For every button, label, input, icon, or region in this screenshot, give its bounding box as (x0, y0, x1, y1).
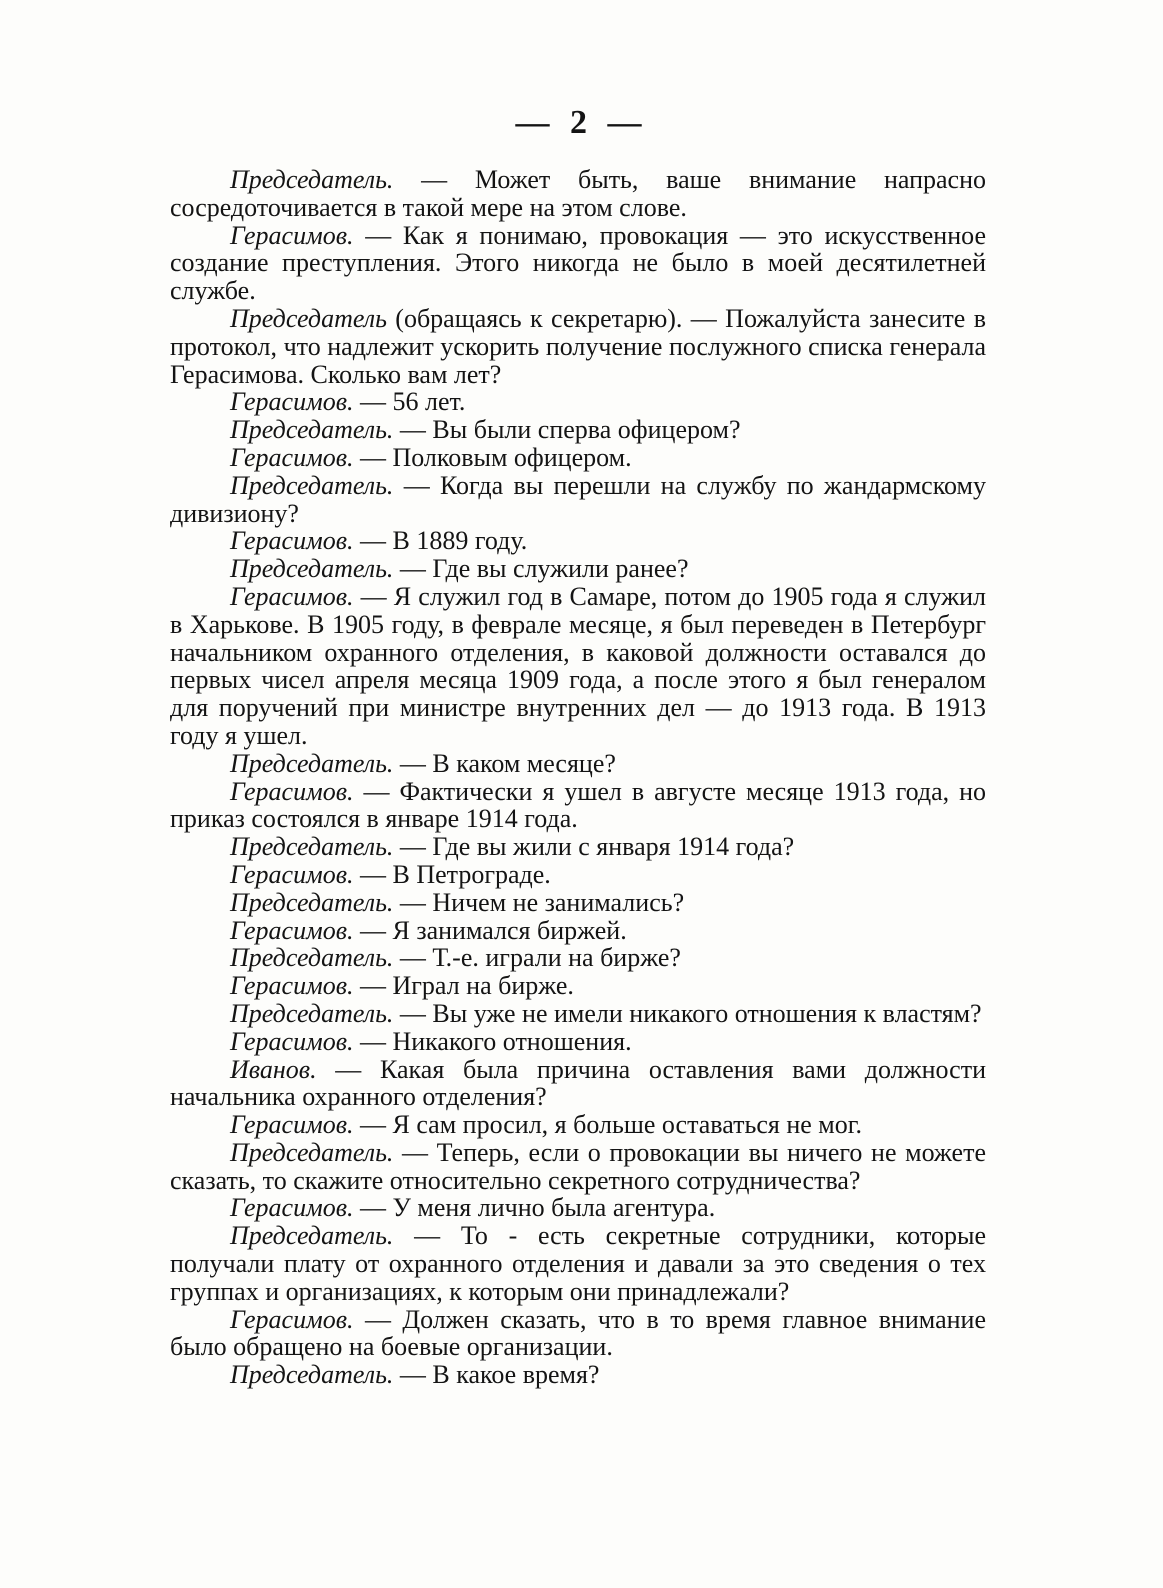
transcript-paragraph (170, 861, 986, 889)
transcript-paragraph (170, 944, 986, 972)
utterance-text: — В 1889 году. (353, 526, 528, 556)
speaker-name: Председатель. (230, 832, 394, 862)
utterance-text: — Никакого отношения. (353, 1026, 632, 1056)
utterance-text: — Я сам просил, я больше оставаться не мог. (353, 1110, 862, 1140)
transcript-paragraph (170, 472, 986, 528)
transcript-paragraph (170, 1222, 986, 1305)
utterance-text: — Где вы жили с января 1914 года? (393, 832, 795, 862)
transcript-paragraph (170, 889, 986, 917)
speaker-name: Председатель. (230, 887, 394, 917)
utterance-text: — Ничем не занимались? (393, 887, 685, 917)
speaker-name: Председатель. (230, 943, 394, 973)
transcript-paragraph (170, 444, 986, 472)
utterance-text: — Вы были сперва офицером? (393, 415, 741, 445)
utterance-text: — В Петрограде. (353, 859, 551, 889)
speaker-name: Председатель. (230, 1221, 394, 1251)
speaker-name: Герасимов. (230, 581, 354, 611)
utterance-text: — 56 лет. (353, 387, 466, 417)
utterance-text: — Теперь, если о провокации вы ничего не можете сказать, то скажите относительно секретного сотрудничества? (170, 1137, 986, 1195)
transcript-paragraph (170, 1139, 986, 1195)
speaker-name: Герасимов. (230, 442, 354, 472)
page-number: — 2 — (515, 104, 648, 141)
utterance-text: — Когда вы перешли на службу по жандармскому дивизиону? (170, 470, 986, 528)
transcript-paragraph (170, 555, 986, 583)
transcript-paragraph (170, 583, 986, 750)
utterance-text: — Какая была причина оставления вами должности начальника охранного отделения? (170, 1054, 986, 1112)
utterance-text: — Может быть, ваше внимание напрасно сосредоточивается в такой мере на этом слове. (170, 165, 986, 222)
speaker-name: Председатель. (230, 415, 394, 445)
transcript-paragraph (170, 1306, 986, 1362)
transcript-paragraph (170, 222, 986, 305)
speaker-name: Герасимов. (230, 526, 354, 556)
transcript-paragraph (170, 1028, 986, 1056)
speaker-name: Герасимов. (230, 971, 354, 1001)
speaker-name: Герасимов. (230, 776, 354, 806)
utterance-text: — Т.-е. играли на бирже? (393, 943, 681, 973)
utterance-text: — В какое время? (393, 1360, 600, 1390)
speaker-name: Герасимов. (230, 1110, 354, 1140)
transcript-paragraph (170, 166, 986, 222)
speaker-name: Председатель. (230, 470, 394, 500)
speaker-name: Председатель. (230, 165, 394, 194)
transcript-paragraph (170, 1111, 986, 1139)
transcript-paragraph (170, 833, 986, 861)
utterance-text: — Играл на бирже. (353, 971, 574, 1001)
speaker-name: Председатель. (230, 1360, 394, 1390)
utterance-text: — Полковым офицером. (353, 442, 632, 472)
transcript-paragraph (170, 305, 986, 388)
utterance-text: — Я служил год в Самаре, потом до 1905 года я служил в Харькове. В 1905 году, в феврале месяце, я был переведен в Петербург начальником охранного отделения, в каковой должности оставался до первых чисел апреля месяца 1909 года, а после этого я был генералом для поручений при министре внутренних дел — до 1913 года. В 1913 году я ушел. (170, 581, 986, 750)
speaker-name: Герасимов. (230, 859, 354, 889)
transcript-paragraph (170, 416, 986, 444)
speaker-name: Председатель. (230, 1137, 394, 1167)
utterance-text: — Должен сказать, что в то время главное внимание было обращено на боевые организации. (170, 1304, 986, 1362)
utterance-text: — Вы уже не имели никакого отношения к властям? (393, 998, 982, 1028)
utterance-text: — Фактически я ушел в августе месяце 1913 года, но приказ состоялся в январе 1914 года. (170, 776, 986, 834)
utterance-text: — Где вы служили ранее? (393, 554, 689, 584)
speaker-name: Герасимов. (230, 915, 354, 945)
speaker-name: Председатель. (230, 554, 394, 584)
transcript-paragraph (170, 778, 986, 834)
transcript-paragraph (170, 1000, 986, 1028)
utterance-text: — То - есть секретные сотрудники, которые получали плату от охранного отделения и давали за это сведения о тех группах и организациях, к которым они принадлежали? (170, 1221, 986, 1306)
utterance-text: — В каком месяце? (393, 748, 616, 778)
utterance-text: — Я занимался биржей. (353, 915, 627, 945)
speaker-name: Иванов. (230, 1054, 317, 1084)
transcript-paragraph (170, 750, 986, 778)
speaker-name: Герасимов. (230, 220, 354, 250)
utterance-text: — Как я понимаю, провокация — это искусственное создание преступления. Этого никогда не было в моей десятилетней службе. (170, 220, 986, 306)
transcript-paragraph (170, 917, 986, 945)
speaker-name: Герасимов. (230, 1026, 354, 1056)
utterance-text: — У меня лично была агентура. (353, 1193, 716, 1223)
transcript-paragraph (170, 1056, 986, 1112)
transcript-paragraph (170, 1361, 986, 1389)
speaker-name: Герасимов. (230, 1304, 354, 1334)
speaker-name: Председатель. (230, 998, 394, 1028)
utterance-text: (обращаясь к секретарю). — Пожалуйста занесите в протокол, что надлежит ускорить получение послужного списка генерала Герасимова. Сколько вам лет? (170, 303, 986, 389)
transcript-body (170, 166, 986, 1389)
transcript-paragraph (170, 1194, 986, 1222)
transcript-paragraph (170, 972, 986, 1000)
transcript-paragraph (170, 527, 986, 555)
speaker-name: Председатель (230, 303, 387, 333)
transcript-paragraph (170, 388, 986, 416)
speaker-name: Герасимов. (230, 387, 354, 417)
speaker-name: Герасимов. (230, 1193, 354, 1223)
speaker-name: Председатель. (230, 748, 394, 778)
